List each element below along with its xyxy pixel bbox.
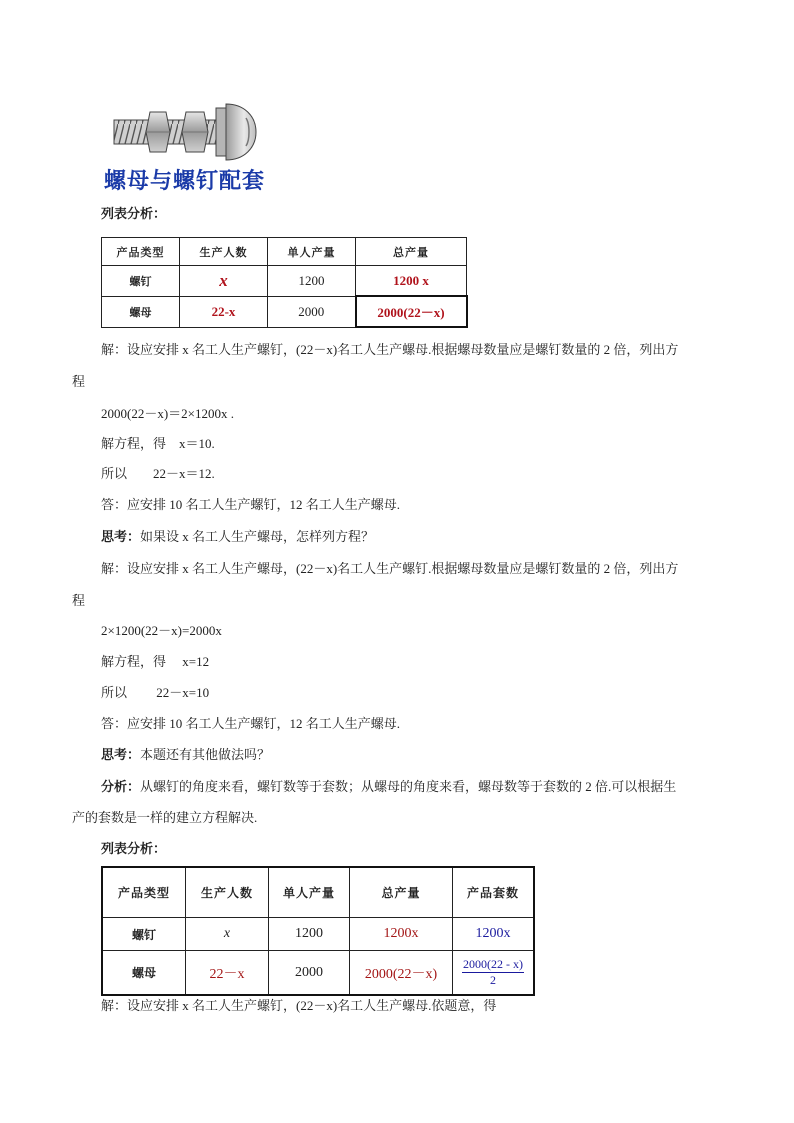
analysis-label: 分析：: [101, 779, 141, 794]
table1-header: 产品类型: [102, 238, 180, 266]
table2-header: 生产人数: [186, 867, 269, 918]
table2-cell: 螺钉: [102, 918, 186, 951]
list-analysis-label-1: 列表分析：: [101, 206, 167, 221]
solution-line: 解：设应安排 x 名工人生产螺钉，(22－x)名工人生产螺母.根据螺母数量应是螺钉数量的 2 倍，列出方: [101, 342, 679, 357]
solution-line: 解：设应安排 x 名工人生产螺钉，(22－x)名工人生产螺母.依题意，得: [101, 998, 497, 1013]
table2-header: 产品套数: [453, 867, 535, 918]
table1-header: 总产量: [356, 238, 467, 266]
analysis-line-1: [101, 778, 676, 796]
think-text: 本题还有其他做法吗？: [140, 747, 271, 762]
table2-cell: 1200x: [350, 918, 453, 951]
table1-cell: 22-x: [180, 296, 268, 327]
equation-line: 2000(22－x)＝2×1200x .: [101, 406, 234, 421]
bolt-nut-illustration: [112, 100, 262, 164]
table2-cell: 2000: [269, 951, 350, 996]
solution-line: 程: [72, 374, 86, 389]
answer-line: 答：应安排 10 名工人生产螺钉，12 名工人生产螺母.: [101, 497, 401, 512]
table2-cell: 2000(22－x): [350, 951, 453, 996]
table1-cell: 1200: [268, 266, 356, 297]
table2-cell: 22－x: [186, 951, 269, 996]
fraction: [462, 957, 524, 988]
table1-cell: 1200 x: [356, 266, 467, 297]
table2-header: 单人产量: [269, 867, 350, 918]
table2-cell: x: [186, 918, 269, 951]
table2-cell: 螺母: [102, 951, 186, 996]
table1-header: 生产人数: [180, 238, 268, 266]
solution-line: 解方程，得 x=12: [101, 654, 210, 669]
table-1: [101, 237, 468, 328]
table2-header: 总产量: [350, 867, 453, 918]
table1-cell: x: [180, 266, 268, 297]
table2-cell: 1200: [269, 918, 350, 951]
table1-cell: 螺母: [102, 296, 180, 327]
table-2: [101, 866, 535, 996]
solution-line: 所以 22－x＝12.: [101, 466, 215, 481]
solution-line: 程: [72, 593, 86, 608]
list-analysis-label-2: 列表分析：: [101, 841, 167, 856]
think-text: 如果设 x 名工人生产螺母，怎样列方程？: [140, 529, 375, 544]
table2-cell: [453, 951, 535, 996]
solution-line: 所以 22－x=10: [101, 685, 210, 700]
table1-cell: 2000(22－x): [356, 296, 467, 327]
think-label: 思考：: [101, 529, 141, 544]
think-label: 思考：: [101, 747, 141, 762]
fraction-numerator: 2000(22 - x): [463, 957, 523, 971]
answer-line: 答：应安排 10 名工人生产螺钉，12 名工人生产螺母.: [101, 716, 401, 731]
analysis-text: 从螺钉的角度来看，螺钉数等于套数；从螺母的角度来看，螺母数等于套数的 2 倍.可以根据生: [140, 779, 677, 794]
table2-header: 产品类型: [102, 867, 186, 918]
table1-header: 单人产量: [268, 238, 356, 266]
analysis-line-2: 产的套数是一样的建立方程解决.: [72, 810, 258, 825]
fraction-denominator: 2: [490, 973, 496, 987]
solution-line: 解：设应安排 x 名工人生产螺母，(22－x)名工人生产螺钉.根据螺母数量应是螺钉数量的 2 倍，列出方: [101, 561, 679, 576]
table2-cell: 1200x: [453, 918, 535, 951]
table1-cell: 2000: [268, 296, 356, 327]
think-question-2: [101, 746, 270, 764]
image-caption: 螺母与螺钉配套: [104, 169, 266, 194]
think-question-1: [101, 528, 374, 546]
equation-line: 2×1200(22－x)=2000x: [101, 623, 222, 638]
table1-cell: 螺钉: [102, 266, 180, 297]
solution-line: 解方程，得 x＝10.: [101, 436, 215, 451]
